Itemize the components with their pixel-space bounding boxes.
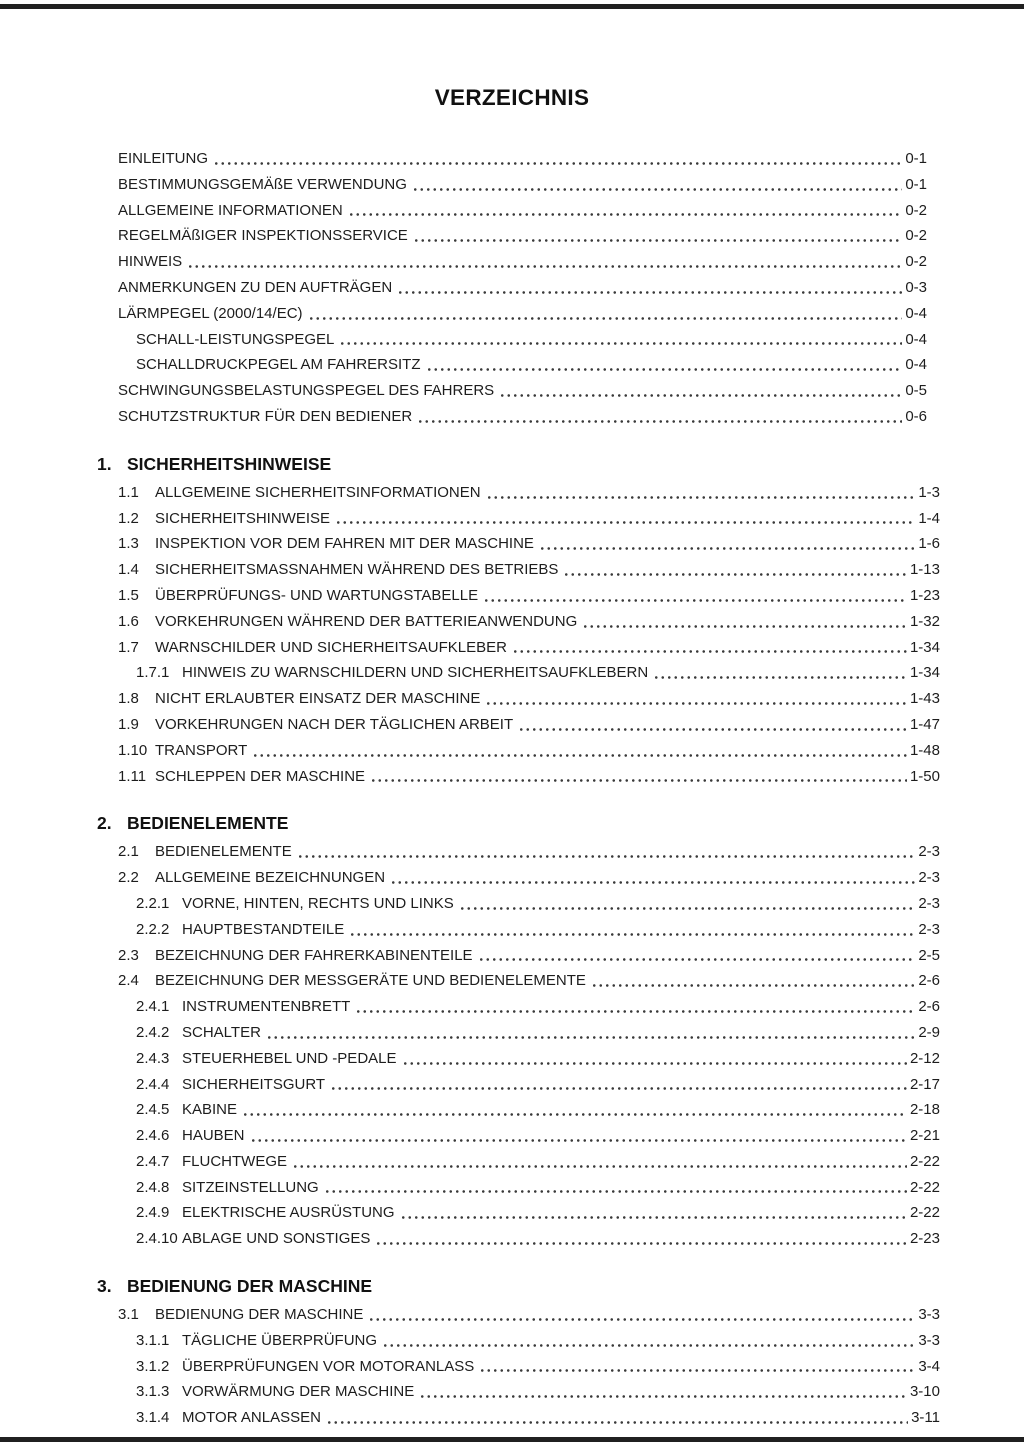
section-entries: [118, 1302, 940, 1431]
toc-entry-label: EINLEITUNG: [118, 150, 209, 167]
toc-dot-leader: [355, 1010, 915, 1013]
toc-entry-label: ANMERKUNGEN ZU DEN AUFTRÄGEN: [118, 278, 393, 296]
toc-row: [118, 557, 940, 583]
toc-entry-label: SITZEINSTELLUNG: [182, 1178, 319, 1196]
toc-row: [118, 1379, 940, 1405]
toc-entry-label: WARNSCHILDER UND SICHERHEITSAUFKLEBER: [155, 638, 507, 656]
toc-page-number: 1-4: [918, 509, 940, 527]
toc-section: [0, 809, 1024, 1252]
toc-page-number: 0-3: [905, 278, 927, 296]
toc-entry-number: 1.3: [118, 535, 139, 553]
toc-row: [118, 660, 940, 686]
toc-dot-leader: [213, 162, 902, 165]
toc-page-number: 2-22: [909, 1204, 940, 1222]
section-number: 2.: [97, 813, 112, 834]
toc-row: [118, 1405, 940, 1431]
toc-row: [118, 404, 927, 430]
toc-page-number: 1-50: [909, 767, 940, 785]
toc-row: [118, 738, 940, 764]
toc-page-number: 2-18: [909, 1101, 940, 1119]
toc-dot-leader: [335, 521, 915, 524]
toc-entry-label: SCHLEPPEN DER MASCHINE: [155, 767, 366, 785]
toc-dot-leader: [308, 317, 903, 320]
toc-entry-label: INSTRUMENTENBRETT: [182, 998, 351, 1016]
toc-dot-leader: [266, 1036, 915, 1039]
toc-entry-number: 1.11: [118, 767, 147, 785]
toc-dot-leader: [370, 779, 907, 782]
toc-dot-leader: [330, 1087, 907, 1090]
toc-entry-label: HINWEIS ZU WARNSCHILDERN UND SICHERHEITSAUFKLEBERN: [182, 664, 649, 682]
toc-row: [118, 1097, 940, 1123]
toc-row: [118, 146, 927, 172]
toc-dot-leader: [479, 1369, 915, 1372]
toc-entry-label: ÜBERPRÜFUNGEN VOR MOTORANLASS: [182, 1357, 475, 1375]
toc-dot-leader: [242, 1113, 907, 1116]
toc-page-number: 2-22: [909, 1152, 940, 1170]
toc-entry-number: 2.4.2: [136, 1023, 170, 1041]
section-title: BEDIENELEMENTE: [127, 813, 289, 834]
toc-dot-leader: [252, 754, 907, 757]
toc-page-number: 1-47: [909, 715, 940, 733]
toc-dot-leader: [653, 676, 907, 679]
toc-page-number: 0-4: [905, 304, 927, 322]
section-header: [97, 450, 940, 478]
toc-row: [118, 943, 940, 969]
toc-page-number: 3-3: [918, 1331, 940, 1349]
toc-dot-leader: [582, 625, 907, 628]
toc-entry-label: REGELMÄßIGER INSPEKTIONSSERVICE: [118, 227, 408, 245]
toc-entry-label: HAUPTBESTANDTEILE: [182, 920, 345, 938]
toc-entry-label: BEZEICHNUNG DER FAHRERKABINENTEILE: [155, 946, 473, 964]
toc-entry-number: 1.9: [118, 715, 139, 733]
toc-page-number: 2-22: [909, 1178, 940, 1196]
toc-row: [118, 223, 927, 249]
toc-dot-leader: [483, 599, 907, 602]
toc-entry-label: FLUCHTWEGE: [182, 1152, 287, 1170]
toc-page-number: 1-3: [918, 483, 940, 501]
toc-entry-number: 2.4.1: [136, 998, 170, 1016]
section-title: SICHERHEITSHINWEISE: [127, 453, 332, 474]
toc-dot-leader: [413, 239, 903, 242]
toc-entry-number: 1.7: [118, 638, 139, 656]
toc-dot-leader: [339, 342, 902, 345]
toc-dot-leader: [324, 1190, 907, 1193]
toc-page-number: 0-2: [905, 201, 927, 219]
toc-dot-leader: [292, 1165, 907, 1168]
toc-page-number: 3-3: [918, 1306, 940, 1324]
toc-entry-number: 1.6: [118, 612, 139, 630]
toc-entry-number: 2.2.1: [136, 894, 170, 912]
toc-page-number: 2-3: [918, 894, 940, 912]
toc-page-number: 2-3: [918, 869, 940, 887]
toc-row: [118, 249, 927, 275]
toc-dot-leader: [518, 728, 907, 731]
toc-page-number: 1-32: [909, 612, 940, 630]
toc-page-number: 1-23: [909, 586, 940, 604]
toc-section: [0, 1272, 1024, 1431]
toc-page-number: 2-12: [909, 1049, 940, 1067]
toc-page-number: 2-6: [918, 972, 940, 990]
toc-row: [118, 1175, 940, 1201]
toc-row: [118, 891, 940, 917]
toc-entry-number: 2.4.10: [136, 1230, 178, 1248]
toc-section: [0, 450, 1024, 790]
section-header: [97, 809, 940, 837]
toc-entry-label: KABINE: [182, 1101, 238, 1119]
toc-dot-leader: [400, 1216, 907, 1219]
toc-dot-leader: [297, 855, 916, 858]
toc-entry-number: 2.1: [118, 843, 139, 861]
toc-entry-number: 1.10: [118, 741, 148, 759]
toc-entry-label: TÄGLICHE ÜBERPRÜFUNG: [182, 1331, 378, 1349]
toc-entry-label: ALLGEMEINE SICHERHEITSINFORMATIONEN: [155, 483, 481, 501]
section-header: [97, 1272, 940, 1300]
toc-entry-number: 2.4.8: [136, 1178, 170, 1196]
toc-entry-label: SCHUTZSTRUKTUR FÜR DEN BEDIENER: [118, 407, 413, 425]
toc-dot-leader: [368, 1318, 915, 1321]
toc-dot-leader: [402, 1062, 907, 1065]
toc-row: [118, 635, 940, 661]
toc-entry-label: SICHERHEITSGURT: [182, 1075, 326, 1093]
toc-page-number: 0-5: [905, 382, 927, 400]
toc-row: [118, 839, 940, 865]
toc-entry-number: 2.4.4: [136, 1075, 170, 1093]
toc-dot-leader: [563, 573, 907, 576]
table-of-contents: [0, 146, 1024, 1431]
toc-entry-label: LÄRMPEGEL (2000/14/EC): [118, 304, 303, 322]
toc-entry-number: 2.3: [118, 946, 139, 964]
toc-entry-label: ÜBERPRÜFUNGS- UND WARTUNGSTABELLE: [155, 586, 479, 604]
toc-front-matter: [118, 146, 927, 430]
toc-row: [118, 301, 927, 327]
toc-page-number: 2-23: [909, 1230, 940, 1248]
toc-dot-leader: [426, 368, 903, 371]
toc-entry-label: SICHERHEITSMASSNAHMEN WÄHREND DES BETRIEBS: [155, 561, 559, 579]
toc-page-number: 2-3: [918, 920, 940, 938]
toc-row: [118, 1149, 940, 1175]
toc-entry-label: VORKEHRUNGEN NACH DER TÄGLICHEN ARBEIT: [155, 715, 514, 733]
toc-row: [118, 172, 927, 198]
toc-entry-number: 2.4.7: [136, 1152, 170, 1170]
toc-page-number: 2-9: [918, 1023, 940, 1041]
toc-dot-leader: [485, 702, 907, 705]
toc-row: [118, 764, 940, 790]
toc-row: [118, 1072, 940, 1098]
toc-row: [118, 1020, 940, 1046]
toc-entry-label: STEUERHEBEL UND -PEDALE: [182, 1049, 397, 1067]
toc-page-number: 3-11: [911, 1409, 940, 1427]
toc-dot-leader: [478, 958, 916, 961]
toc-entry-label: SCHALL-LEISTUNGSPEGEL: [136, 330, 335, 348]
toc-page-number: 0-4: [905, 356, 927, 374]
toc-entry-label: INSPEKTION VOR DEM FAHREN MIT DER MASCHINE: [155, 535, 534, 553]
toc-row: [118, 1046, 940, 1072]
toc-entry-number: 1.5: [118, 586, 139, 604]
toc-page-number: 2-17: [909, 1075, 940, 1093]
toc-entry-number: 1.4: [118, 561, 139, 579]
toc-dot-leader: [326, 1421, 908, 1424]
toc-dot-leader: [348, 213, 903, 216]
toc-entry-label: ELEKTRISCHE AUSRÜSTUNG: [182, 1204, 395, 1222]
toc-entry-number: 3.1: [118, 1306, 139, 1324]
toc-page-number: 0-2: [905, 227, 927, 245]
toc-page-number: 0-6: [905, 407, 927, 425]
toc-entry-number: 2.4.6: [136, 1127, 170, 1145]
toc-entry-number: 1.2: [118, 509, 139, 527]
toc-page-number: 1-34: [909, 664, 940, 682]
toc-entry-label: SCHWINGUNGSBELASTUNGSPEGEL DES FAHRERS: [118, 382, 495, 400]
toc-page-number: 0-2: [905, 253, 927, 271]
section-entries: [118, 839, 940, 1252]
toc-row: [118, 506, 940, 532]
toc-row: [118, 352, 927, 378]
toc-row: [118, 712, 940, 738]
toc-dot-leader: [187, 265, 902, 268]
section-title: BEDIENUNG DER MASCHINE: [127, 1276, 373, 1297]
toc-row: [118, 1123, 940, 1149]
toc-page-number: 2-5: [918, 946, 940, 964]
toc-entry-number: 3.1.3: [136, 1383, 170, 1401]
toc-row: [118, 1354, 940, 1380]
toc-page-number: 1-43: [909, 690, 940, 708]
toc-dot-leader: [486, 496, 916, 499]
toc-page-number: 2-3: [918, 843, 940, 861]
toc-page-number: 1-34: [909, 638, 940, 656]
toc-entry-number: 1.8: [118, 690, 139, 708]
toc-entry-label: VORNE, HINTEN, RECHTS UND LINKS: [182, 894, 454, 912]
toc-dot-leader: [397, 291, 902, 294]
section-entries: [118, 480, 940, 790]
toc-page-number: 0-1: [905, 150, 927, 167]
toc-entry-label: BEDIENELEMENTE: [155, 843, 292, 861]
toc-entry-number: 2.4.3: [136, 1049, 170, 1067]
toc-dot-leader: [250, 1139, 907, 1142]
toc-page-number: 1-48: [909, 741, 940, 759]
toc-entry-number: 1.7.1: [136, 664, 170, 682]
page-title: VERZEICHNIS: [434, 85, 590, 110]
toc-dot-leader: [459, 907, 916, 910]
toc-dot-leader: [349, 933, 915, 936]
toc-entry-number: 2.2.2: [136, 920, 170, 938]
toc-row: [118, 1302, 940, 1328]
toc-entry-label: HAUBEN: [182, 1127, 245, 1145]
toc-entry-label: SCHALLDRUCKPEGEL AM FAHRERSITZ: [136, 356, 421, 374]
toc-row: [118, 480, 940, 506]
toc-entry-number: 3.1.1: [136, 1331, 170, 1349]
toc-row: [118, 917, 940, 943]
toc-row: [118, 609, 940, 635]
toc-dot-leader: [417, 420, 902, 423]
toc-entry-label: NICHT ERLAUBTER EINSATZ DER MASCHINE: [155, 690, 481, 708]
toc-entry-label: ABLAGE UND SONSTIGES: [182, 1230, 371, 1248]
toc-entry-label: SICHERHEITSHINWEISE: [155, 509, 331, 527]
toc-row: [118, 994, 940, 1020]
toc-entry-label: HINWEIS: [118, 253, 183, 271]
toc-row: [118, 1226, 940, 1252]
toc-sections: [0, 450, 1024, 1431]
toc-entry-label: BESTIMMUNGSGEMÄßE VERWENDUNG: [118, 175, 407, 193]
scan-artifact-bottom: [0, 1437, 1024, 1442]
scan-artifact-top: [0, 4, 1024, 9]
toc-page-number: 1-6: [918, 535, 940, 553]
toc-entry-number: 3.1.2: [136, 1357, 170, 1375]
toc-entry-label: ALLGEMEINE BEZEICHNUNGEN: [155, 869, 386, 887]
toc-dot-leader: [499, 394, 902, 397]
toc-row: [118, 531, 940, 557]
toc-dot-leader: [591, 984, 915, 987]
toc-row: [118, 1200, 940, 1226]
toc-row: [118, 583, 940, 609]
toc-entry-label: ALLGEMEINE INFORMATIONEN: [118, 201, 343, 219]
toc-dot-leader: [382, 1344, 915, 1347]
toc-entry-label: SCHALTER: [182, 1023, 261, 1041]
toc-entry-label: TRANSPORT: [155, 741, 248, 759]
toc-entry-number: 2.4.5: [136, 1101, 170, 1119]
section-number: 3.: [97, 1276, 112, 1297]
toc-page-number: 0-4: [905, 330, 927, 348]
toc-page-number: 3-10: [909, 1383, 940, 1401]
toc-dot-leader: [390, 881, 915, 884]
toc-dot-leader: [419, 1395, 907, 1398]
toc-dot-leader: [412, 188, 902, 191]
toc-row: [118, 968, 940, 994]
toc-entry-label: BEZEICHNUNG DER MESSGERÄTE UND BEDIENELEMENTE: [155, 972, 586, 990]
toc-page-number: 1-13: [909, 561, 940, 579]
toc-page-number: 0-1: [905, 175, 927, 193]
toc-row: [118, 1328, 940, 1354]
toc-row: [118, 327, 927, 353]
toc-row: [118, 865, 940, 891]
toc-dot-leader: [512, 650, 907, 653]
toc-row: [118, 198, 927, 224]
toc-entry-label: BEDIENUNG DER MASCHINE: [155, 1306, 364, 1324]
toc-row: [118, 275, 927, 301]
toc-entry-number: 2.4.9: [136, 1204, 170, 1222]
section-number: 1.: [97, 453, 112, 474]
toc-entry-number: 2.4: [118, 972, 139, 990]
toc-row: [118, 378, 927, 404]
toc-dot-leader: [539, 547, 915, 550]
toc-entry-label: VORWÄRMUNG DER MASCHINE: [182, 1383, 415, 1401]
toc-row: [118, 686, 940, 712]
toc-page-number: 3-4: [918, 1357, 940, 1375]
toc-entry-number: 1.1: [118, 483, 139, 501]
toc-page-number: 2-6: [918, 998, 940, 1016]
toc-entry-label: VORKEHRUNGEN WÄHREND DER BATTERIEANWENDUNG: [155, 612, 578, 630]
toc-page-number: 2-21: [909, 1127, 940, 1145]
toc-dot-leader: [375, 1242, 907, 1245]
toc-entry-number: 3.1.4: [136, 1409, 170, 1427]
toc-entry-label: MOTOR ANLASSEN: [182, 1409, 321, 1427]
toc-entry-number: 2.2: [118, 869, 139, 887]
